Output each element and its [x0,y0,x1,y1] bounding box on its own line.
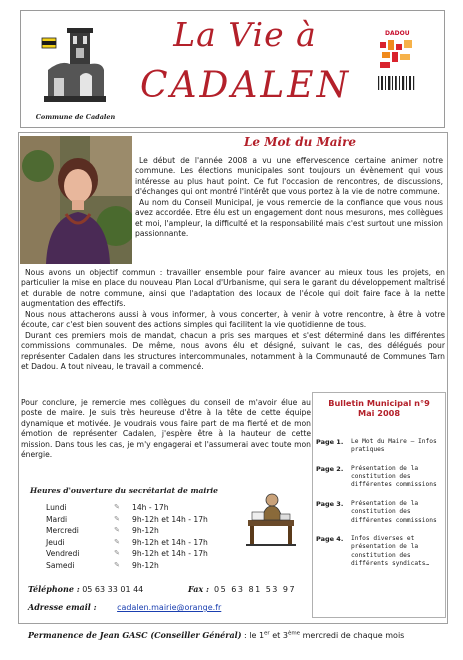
email-label: Adresse email : [28,602,97,612]
hours-time: 14h - 17h [132,503,169,512]
hours-row [46,502,262,514]
toc-item[interactable] [316,438,444,455]
pen-icon: ✎ [114,549,120,558]
cadalen-church-logo [40,20,110,110]
permanence-text-mid: et 3 [269,631,288,640]
toc-page: Page 3. [316,499,344,508]
phone-line [28,584,143,594]
closing-text [21,398,311,461]
phone-label: Téléphone : [28,584,80,594]
hours-day: Jeudi [46,537,65,547]
pen-icon: ✎ [114,560,120,569]
toc-desc: Infos diverses et présentation de la constitution des différents syndicats… [351,534,430,567]
hours-day: Samedi [46,560,75,570]
hours-row [46,560,262,572]
body-paragraph: Nous avons un objectif commun : travailler ensemble pour faire avancer au mieux tous les projets, en particulier la mise en place du nouveau Plan Local d'Urbanisme, qui sera le garant du développement maîtrisé et durable de notre commune, ainsi que l'adaptation des locaux de l'école qui doit faire face à la nette augmentation des effectifs. [21,268,445,309]
fax-label: Fax : [188,584,209,594]
hours-time: 9h-12h [132,526,159,536]
hours-row [46,548,262,560]
hours-day: Lundi [46,503,67,512]
pen-icon: ✎ [114,526,120,535]
permanence-text-post: mercredi de chaque mois [300,631,405,640]
desk-clerk-illustration [242,486,300,548]
toc-desc: Présentation de la constitution des différentes commissions [351,499,437,524]
bulletin-number: Bulletin Municipal n°9 [328,398,430,408]
closing-paragraph: Pour conclure, je remercie mes collègues du conseil de m'avoir élue au poste de maire. Je suis très heureuse d'être à la tête de cette équipe dynamique et motivée. Je voudrais vous faire part de ma fierté et de mon émotion de représenter Cadalen, j'espère être à la hauteur de cette mission. Dans tous les cas, je m'y engagerai et l'assumerai avec toute mon énergie. [21,398,311,460]
body-paragraph: Nous nous attacherons aussi à vous informer, à vous concerter, à venir à votre rencontre, à être à votre écoute, car c'est bien souvent des actions simples qui facilitent la vie quotidienne de tous. [21,309,445,330]
permanence-label: Permanence de Jean GASC (Conseiller Général) [28,630,242,640]
hours-time: 9h-12h et 14h - 17h [132,537,208,547]
pen-icon: ✎ [114,537,120,546]
hours-table [46,502,262,572]
toc-page: Page 2. [316,464,344,473]
table-of-contents [316,438,444,578]
hours-time: 9h-12h et 14h - 17h [132,514,208,524]
hours-row [46,537,262,549]
permanence-sup-first: er [264,630,270,637]
fax-number: 05 63 81 53 97 [214,585,297,594]
permanence-text-pre: : le 1 [241,631,265,640]
hours-day: Vendredi [46,549,80,559]
mayor-photo [20,136,132,264]
tarn-dadou-logo [372,28,424,100]
title-line-1: La Vie à [173,15,317,54]
fax-line [188,584,296,594]
newsletter-title [140,15,352,106]
bulletin-title [312,398,446,419]
hours-time: 9h-12h [132,560,159,570]
right-logo-label: DADOU [385,30,410,37]
phone-number: 05 63 33 01 44 [82,585,144,594]
hours-row [46,525,262,537]
toc-item[interactable] [316,500,444,525]
hours-title: Heures d'ouverture du secrétariat de mairie [30,486,219,495]
email-link[interactable]: cadalen.mairie@orange.fr [117,603,222,612]
permanence-sup-third: ème [287,630,301,637]
pen-icon: ✎ [114,503,120,511]
commune-label: Commune de Cadalen [35,113,116,121]
pen-icon: ✎ [114,514,120,523]
hours-row [46,514,262,526]
body-paragraph: Durant ces premiers mois de mandat, chacun a pris ses marques et s'est déterminé dans les différentes commissions communales. De même, nous avons élu et désigné, suivant le cas, des délégués pour représenter Cadalen dans les structures intercommunales, notamment à la Communauté de Communes Tarn et Dadou. A tout niveau, le travail a commencé. [21,330,445,372]
hours-day: Mercredi [46,526,79,536]
toc-page: Page 1. [316,438,344,446]
hours-day: Mardi [46,514,68,524]
bulletin-date: Mai 2008 [357,408,401,419]
toc-desc: Le Mot du Maire – Infos pratiques [351,438,437,454]
toc-item[interactable] [316,535,444,568]
body-text [21,268,445,373]
toc-item[interactable] [316,465,444,490]
section-title: Le Mot du Maire [243,135,357,149]
title-line-2: CADALEN [140,64,352,106]
toc-desc: Présentation de la constitution des différentes commissions [351,464,437,489]
permanence-line [28,630,448,640]
hours-time: 9h-12h et 14h - 17h [132,549,208,559]
intro-paragraph: Au nom du Conseil Municipal, je vous remercie de la confiance que vous nous avez accordée. Etre élu est un engagement dont nous mesurons, mes collègues et moi, l'ampleur, la difficulté et la responsabilité mais c'est surtout une mission passionnante. [135,197,443,239]
intro-paragraph: Le début de l'année 2008 a vu une effervescence certaine animer notre commune. Les élections municipales sont toujours un évènement qui vous intéresse au plus haut point. Ce fut l'occasion de rencontres, de discussions, d'échanges qui ont montré l'intérêt que vous portez à la vie de notre commune. [135,156,443,197]
intro-text [135,156,443,240]
toc-page: Page 4. [316,534,344,543]
email-line [28,602,221,612]
